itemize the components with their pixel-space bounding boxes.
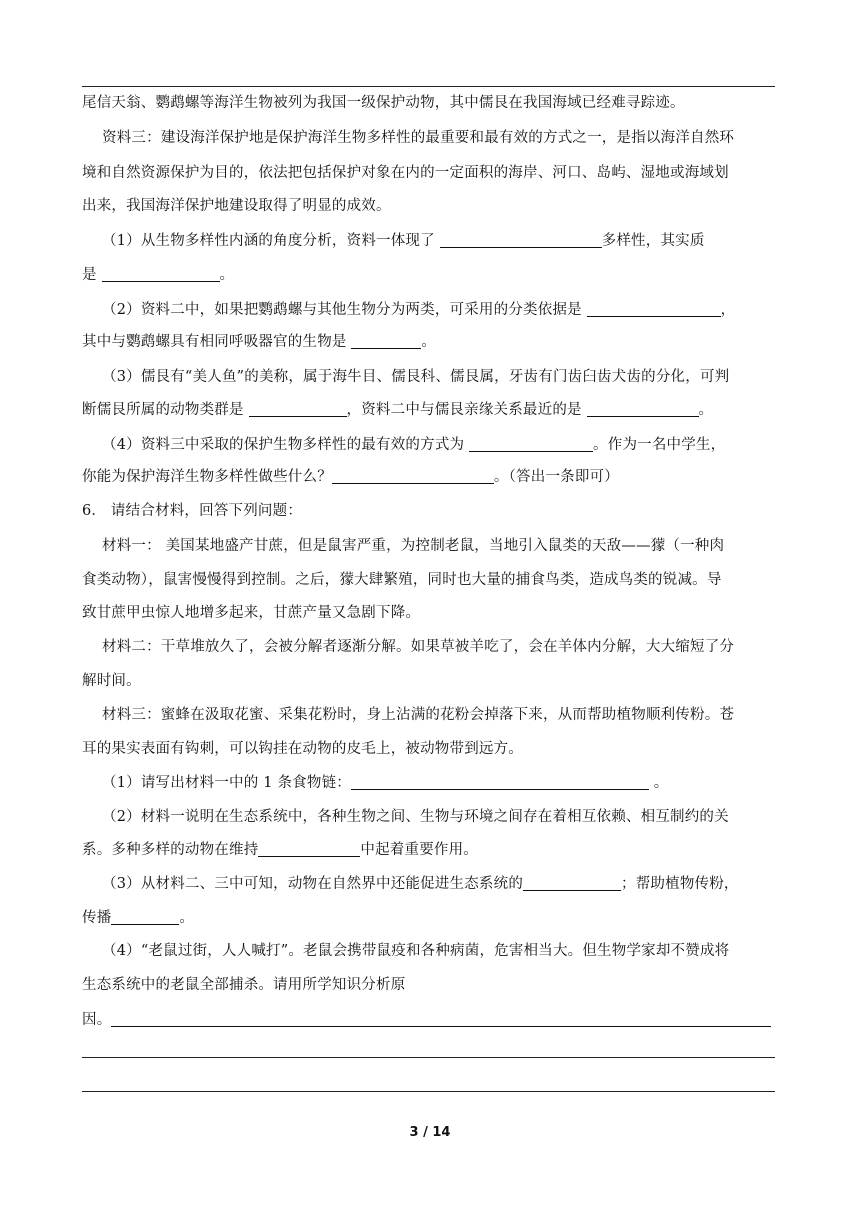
text-line: 尾信天翁、鹦鹉螺等海洋生物被列为我国一级保护动物，其中儒艮在我国海域已经难寻踪迹。 [82,95,685,111]
question-5-3-cont: 断儒艮所属的动物类群是 ，资料二中与儒艮亲缘关系最近的是 。 [82,402,714,418]
answer-blank[interactable] [258,842,360,857]
question-6-3-cont: 传播 。 [82,910,195,926]
answer-blank[interactable] [332,469,494,484]
question-6-4: （4）“老鼠过街，人人喊打”。老鼠会携带鼠疫和各种病菌，危害相当大。但生物学家却不赞成将 [102,943,730,959]
answer-blank[interactable] [469,437,593,452]
question-5-2: （2）资料二中，如果把鹦鹉螺与其他生物分为两类，可采用的分类依据是 ， [102,302,736,318]
question-6-2: （2）材料一说明在生态系统中，各种生物之间、生物与环境之间存在着相互依赖、相互制约的关 [102,809,729,825]
text-line: 因。 [82,1010,782,1030]
question-5-4: （4）资料三中采取的保护生物多样性的最有效的方式为 。作为一名中学生， [102,437,726,453]
text-line: 出来，我国海洋保护地建设取得了明显的成效。 [82,198,391,214]
question-5-3: （3）儒艮有“美人鱼”的美称，属于海牛目、儒艮科、儒艮属，牙齿有门齿臼齿犬齿的分化，可判 [102,369,730,385]
answer-blank[interactable] [351,334,421,349]
text-line: 解时间。 [82,673,141,689]
question-5-4-cont: 你能为保护海洋生物多样性做些什么？ 。（答出一条即可） [82,469,619,485]
answer-blank[interactable] [111,910,179,925]
paragraph-material-2: 材料二：干草堆放久了，会被分解者逐渐分解。如果草被羊吃了，会在羊体内分解，大大缩短了分 [102,639,735,655]
answer-blank[interactable] [249,402,347,417]
paragraph-material-3: 资料三：建设海洋保护地是保护海洋生物多样性的最重要和最有效的方式之一，是指以海洋自然环 [102,130,735,146]
question-5-1: （1）从生物多样性内涵的角度分析，资料一体现了 多样性，其实质 [102,233,705,249]
question-6-2-cont: 系。多种多样的动物在维持 中起着重要作用。 [82,842,479,858]
question-6-3: （3）从材料二、三中可知，动物在自然界中还能促进生态系统的 ；帮助植物传粉， [102,876,739,892]
text-line: 境和自然资源保护为目的，依法把包括保护对象在内的一定面积的海岸、河口、岛屿、湿地或海域划 [82,165,729,181]
top-rule [82,86,775,87]
answer-blank[interactable] [102,267,220,282]
text-line: 致甘蔗甲虫惊人地增多起来，甘蔗产量又急剧下降。 [82,605,421,621]
question-6-1: （1）请写出材料一中的 1 条食物链： 。 [102,775,669,791]
page-number: 3 / 14 [409,1125,451,1140]
paragraph-material-3b: 材料三：蜜蜂在汲取花蜜、采集花粉时，身上沾满的花粉会掉落下来，从而帮助植物顺利传粉。苍 [102,707,735,723]
answer-blank[interactable] [523,876,621,891]
question-6-heading: 6． 请结合材料，回答下列问题： [82,503,303,519]
text-line: 生态系统中的老鼠全部捕杀。请用所学知识分析原 [82,977,406,993]
answer-line[interactable] [82,1057,775,1058]
text-line: 耳的果实表面有钩刺，可以钩挂在动物的皮毛上，被动物带到远方。 [82,741,523,757]
question-5-2-cont: 其中与鹦鹉螺具有相同呼吸器官的生物是 。 [82,334,437,350]
text-line: 食类动物），鼠害慢慢得到控制。之后，獴大肆繁殖，同时也大量的捕食鸟类，造成鸟类的锐减。导 [82,572,722,588]
answer-blank[interactable] [587,302,721,317]
answer-line[interactable] [111,1012,771,1027]
answer-blank[interactable] [351,775,649,790]
answer-blank[interactable] [440,233,602,248]
paragraph-material-1: 材料一： 美国某地盛产甘蔗，但是鼠害严重，为控制老鼠，当地引入鼠类的天敌——獴（一种肉 [102,538,725,554]
answer-line[interactable] [82,1091,775,1092]
question-5-1-cont: 是 。 [82,267,235,283]
answer-blank[interactable] [587,402,699,417]
